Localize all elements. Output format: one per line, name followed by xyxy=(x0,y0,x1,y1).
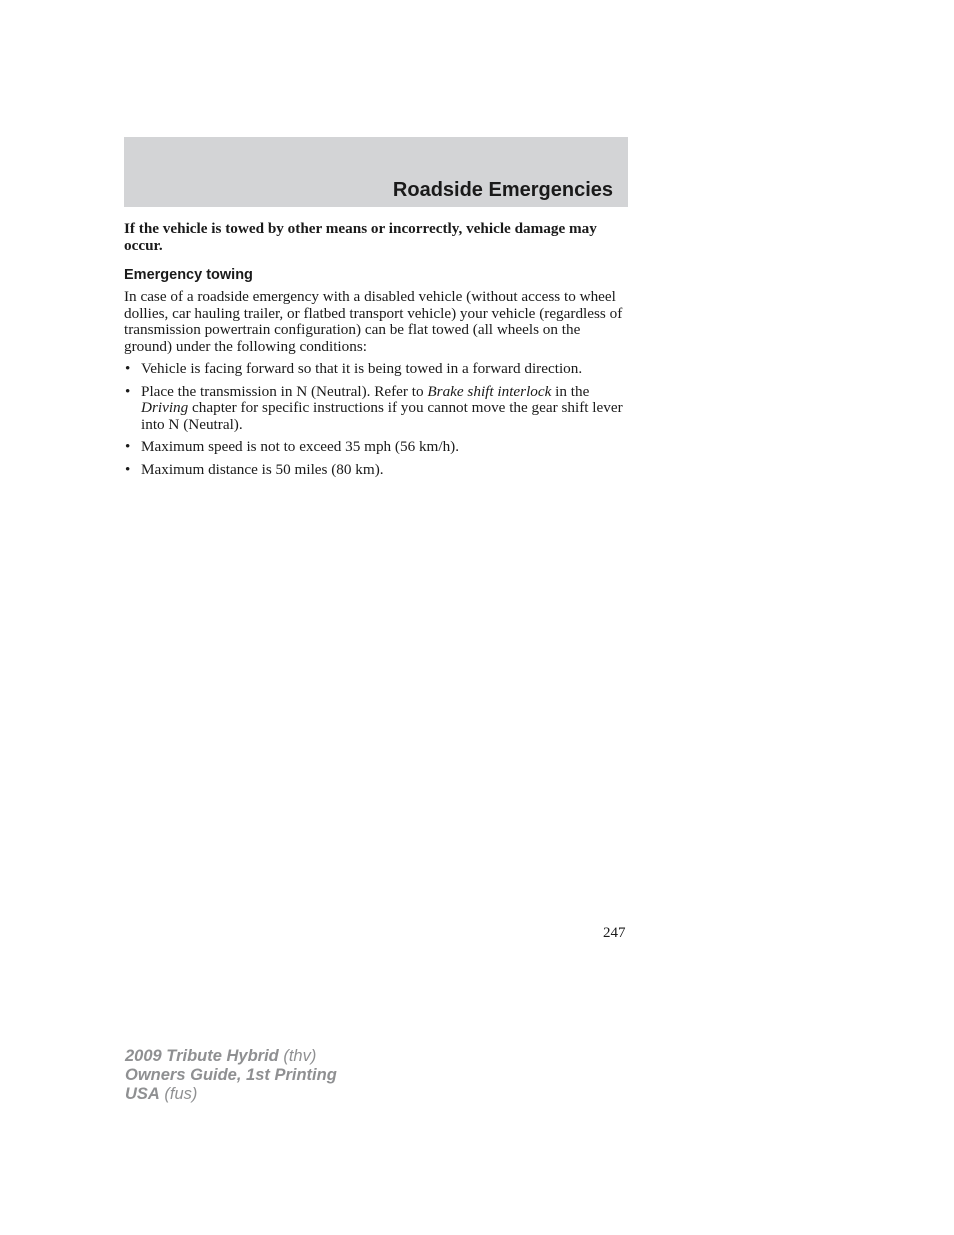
footer-line-model: 2009 Tribute Hybrid (thv) xyxy=(125,1047,317,1065)
subheading-emergency-towing: Emergency towing xyxy=(124,267,253,283)
bullet-icon: • xyxy=(125,460,131,478)
page-content xyxy=(124,221,630,484)
intro-paragraph: In case of a roadside emergency with a disabled vehicle (without access to wheel dollies, car hauling trailer, or flatbed transport vehicle) your vehicle (regardless of transmission powertrain configuration) can be flat towed (all wheels on the ground) under the following conditions: xyxy=(124,288,623,355)
footer-line-guide: Owners Guide, 1st Printing xyxy=(125,1066,337,1084)
conditions-list xyxy=(124,361,630,478)
bullet-icon: • xyxy=(125,438,131,455)
text-segment: Place the transmission in N (Neutral). Refer to xyxy=(141,382,428,400)
cross-reference-driving-chapter: Driving xyxy=(141,399,189,416)
list-item-text: Maximum speed is not to exceed 35 mph (56 km/h). xyxy=(141,438,460,455)
section-title: Roadside Emergencies xyxy=(392,179,613,201)
warning-text: If the vehicle is towed by other means or incorrectly, vehicle damage may occur. xyxy=(124,220,597,254)
list-item-text xyxy=(141,383,623,433)
bullet-icon: • xyxy=(125,360,131,377)
list-item xyxy=(124,384,630,434)
footer-line-market: USA (fus) xyxy=(125,1085,198,1103)
footer-imprint xyxy=(125,1047,337,1104)
cross-reference-brake-shift-interlock: Brake shift interlock xyxy=(427,382,552,400)
list-item xyxy=(124,439,630,456)
section-header-band xyxy=(124,137,628,207)
text-segment: chapter for specific instructions if you cannot move the gear shift lever into N (Neutral). xyxy=(141,399,623,433)
list-item-text: Maximum distance is 50 miles (80 km). xyxy=(141,460,384,478)
list-item xyxy=(124,462,630,479)
list-item xyxy=(124,361,630,378)
page-number: 247 xyxy=(603,925,626,941)
bullet-icon: • xyxy=(125,382,131,400)
text-segment: in the xyxy=(551,382,590,400)
list-item-text: Vehicle is facing forward so that it is being towed in a forward direction. xyxy=(141,360,583,377)
